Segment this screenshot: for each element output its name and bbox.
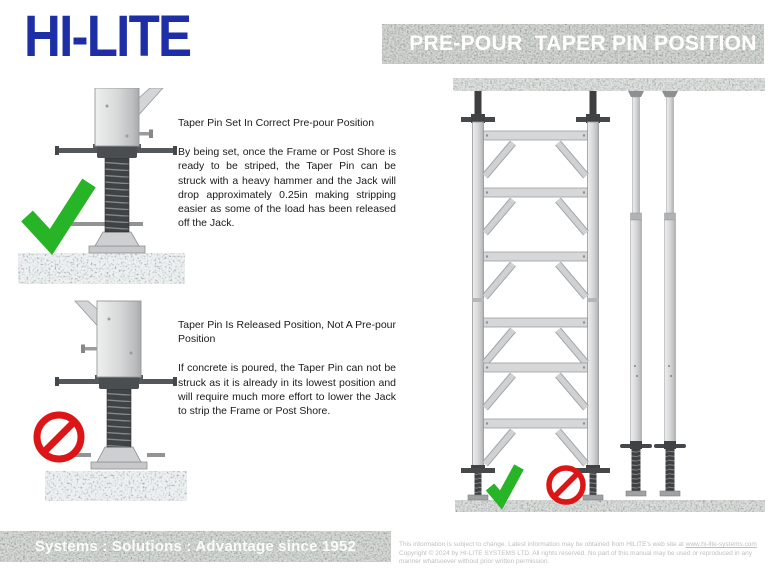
shoring-overview-figure [438, 70, 768, 520]
section-released-body: If concrete is poured, the Taper Pin can not be struck as it is already in its lowest position and will require much more effort to lower the Jack to strip the Frame or Post Shore. [178, 362, 396, 418]
concrete-slab [453, 78, 765, 91]
green-checkmark-icon [27, 183, 89, 242]
footer-banner [0, 531, 391, 562]
frame-leg [95, 88, 139, 146]
title-banner [382, 24, 764, 64]
section-released [178, 318, 396, 418]
screw-jack-thread [107, 389, 131, 447]
section-correct-body: By being set, once the Frame or Post Shore is ready to be striped, the Taper Pin can be struck with a heavy hammer and the Jack will drop approximately 0.25in making stripping easier as some of the load has been released off the Jack. [178, 146, 396, 230]
section-correct [178, 116, 396, 230]
legal-intro: This information is subject to change. Latest information may be obtained from HILITE's web site at [399, 541, 686, 548]
legal-line-1 [399, 541, 768, 550]
no-entry-icon [37, 415, 81, 459]
gravel-pad [45, 471, 187, 501]
screw-jack-thread [105, 158, 129, 232]
jack-released-figure [15, 295, 190, 510]
frame-shore-tower [461, 91, 610, 500]
no-entry-icon [549, 468, 583, 502]
website-link[interactable]: www.hi-lite-systems.com [685, 541, 757, 548]
tagline: Systems : Solutions : Advantage since 1952 [34, 538, 357, 555]
frame-leg [97, 301, 141, 377]
hi-lite-logo: HI-LITE [24, 4, 191, 69]
gravel-pad [18, 253, 185, 284]
legal-copyright: Copyright © 2024 by HI-LITE SYSTEMS LTD. All rights reserved. No part of this manual may be used or reproduced in any manner whatsoever without prior written permission. [399, 549, 752, 566]
section-correct-heading: Taper Pin Set In Correct Pre-pour Position [178, 117, 375, 129]
page-title: PRE-POUR TAPER PIN POSITION [409, 32, 757, 55]
jack-prepour-figure [15, 88, 190, 288]
section-released-heading: Taper Pin Is Released Position, Not A Pre-pour Position [178, 319, 396, 346]
legal-text [399, 541, 768, 567]
post-shore [654, 91, 686, 496]
post-shore [620, 91, 652, 496]
